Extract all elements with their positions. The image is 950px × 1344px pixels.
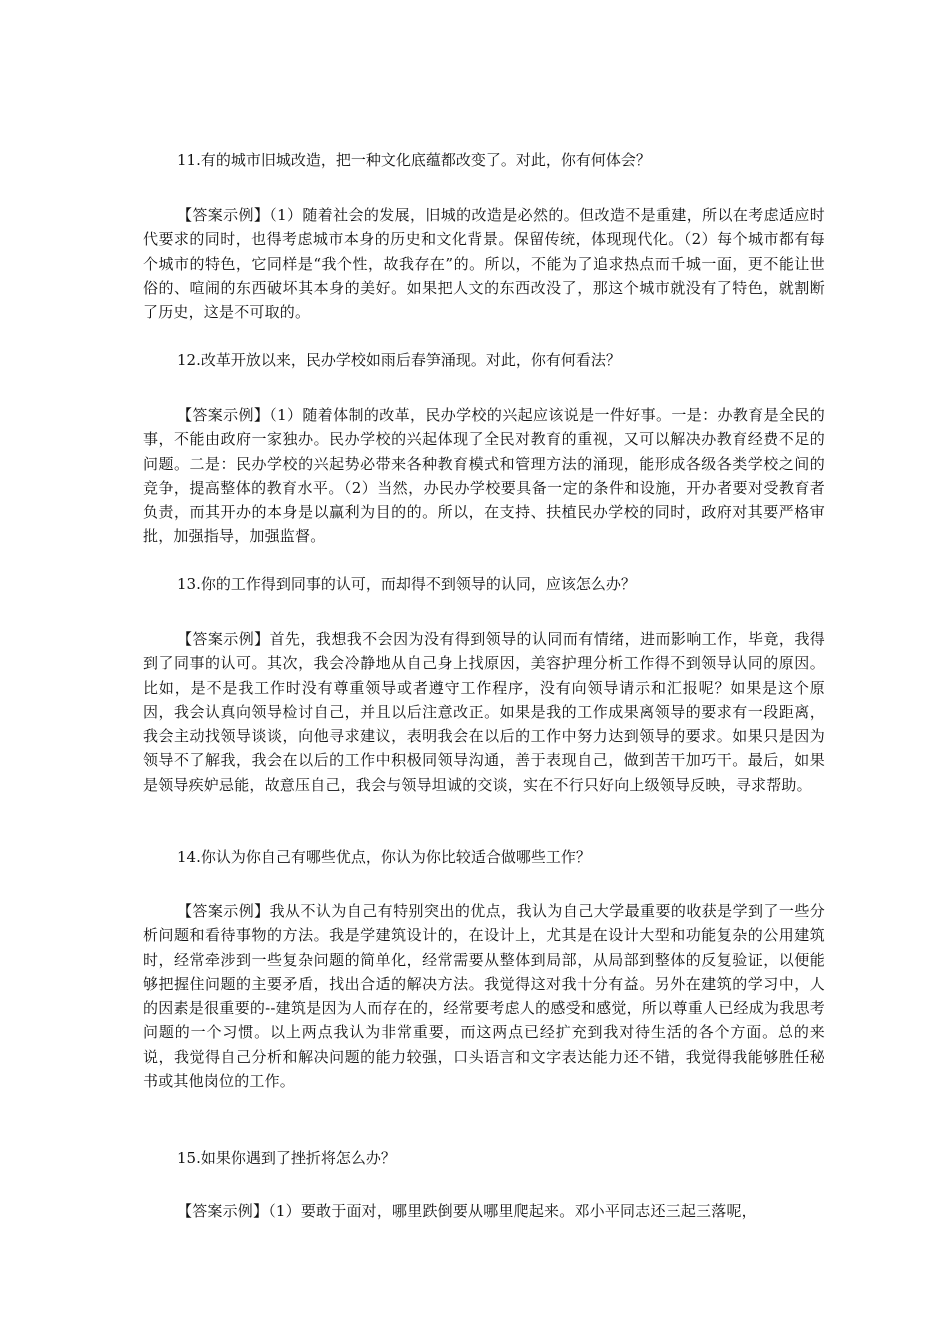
question-12: 12.改革开放以来，民办学校如雨后春笋涌现。对此，你有何看法？: [177, 351, 621, 369]
answer-text: 首先，我想我不会因为没有得到领导的认同而有情绪，进而影响工作，毕竟，我得到了同事的认可。其次，我会冷静地从自己身上找原因，美容护理分析工作得不到领导认同的原因。比如，是不是我工作时没有尊重领导或者遵守工作程序，没有向领导请示和汇报呢？如果是这个原因，我会认真向领导检讨自己，并且以后注意改正。如果是我的工作成果离领导的要求有一段距离，我会主动找领导谈谈，向他寻求建议，表明我会在以后的工作中努力达到领导的要求。如果只是因为领导不了解我，我会在以后的工作中积极同领导沟通，善于表现自己，做到苦干加巧干。最后，如果是领导疾妒忌能，故意压自己，我会与领导坦诚的交谈，实在不行只好向上级领导反映，寻求帮助。: [143, 630, 825, 794]
answer-11: [143, 203, 825, 324]
answer-label: 【答案示例】: [177, 1202, 269, 1220]
answer-label: 【答案示例】: [177, 406, 270, 424]
answer-text: （1）随着社会的发展，旧城的改造是必然的。但改造不是重建，所以在考虑适应时代要求的同时，也得考虑城市本身的历史和文化背景。保留传统，体现现代化。（2）每个城市都有每个城市的特色，它同样是“我个性，故我存在”的。所以，不能为了追求热点而千城一面，更不能让世俗的、喧闹的东西破坏其本身的美好。如果把人文的东西改没了，那这个城市就没有了特色，就割断了历史，这是不可取的。: [143, 206, 825, 322]
question-11: 11.有的城市旧城改造，把一种文化底蕴都改变了。对此，你有何体会？: [177, 151, 651, 169]
answer-label: 【答案示例】: [177, 206, 270, 224]
answer-label: 【答案示例】: [177, 902, 270, 920]
answer-label: 【答案示例】: [177, 630, 270, 648]
answer-text: （1）要敢于面对，哪里跌倒要从哪里爬起来。邓小平同志还三起三落呢，: [268, 1202, 757, 1220]
question-13: 13.你的工作得到同事的认可，而却得不到领导的认同，应该怎么办？: [177, 575, 636, 593]
answer-14: [143, 899, 825, 1093]
answer-text: 我从不认为自己有特别突出的优点，我认为自己大学最重要的收获是学到了一些分析问题和看待事物的方法。我是学建筑设计的，在设计上，尤其是在设计大型和功能复杂的公用建筑时，经常牵涉到一些复杂问题的简单化，经常需要从整体到局部，从局部到整体的反复验证，以便能够把握住问题的主要矛盾，找出合适的解决方法。我觉得这对我十分有益。另外在建筑的学习中，人的因素是很重要的--建筑是因为人而存在的，经常要考虑人的感受和感觉，所以尊重人已经成为我思考问题的一个习惯。以上两点我认为非常重要，而这两点已经扩充到我对待生活的各个方面。总的来说，我觉得自己分析和解决问题的能力较强，口头语言和文字表达能力还不错，我觉得我能够胜任秘书或其他岗位的工作。: [143, 902, 825, 1091]
question-15: 15.如果你遇到了挫折将怎么办？: [177, 1149, 396, 1167]
answer-13: [143, 627, 825, 797]
answer-text: （1）随着体制的改革，民办学校的兴起应该说是一件好事。一是：办教育是全民的事，不能由政府一家独办。民办学校的兴起体现了全民对教育的重视，又可以解决办教育经费不足的问题。二是：民办学校的兴起势必带来各种教育模式和管理方法的涌现，能形成各级各类学校之间的竞争，提高整体的教育水平。（2）当然，办民办学校要具备一定的条件和设施，开办者要对受教育者负责，而其开办的本身是以赢利为目的的。所以，在支持、扶植民办学校的同时，政府对其要严格审批，加强指导，加强监督。: [143, 406, 825, 546]
question-14: 14.你认为你自己有哪些优点，你认为你比较适合做哪些工作？: [177, 848, 591, 866]
answer-12: [143, 403, 825, 549]
answer-15: [143, 1199, 825, 1223]
